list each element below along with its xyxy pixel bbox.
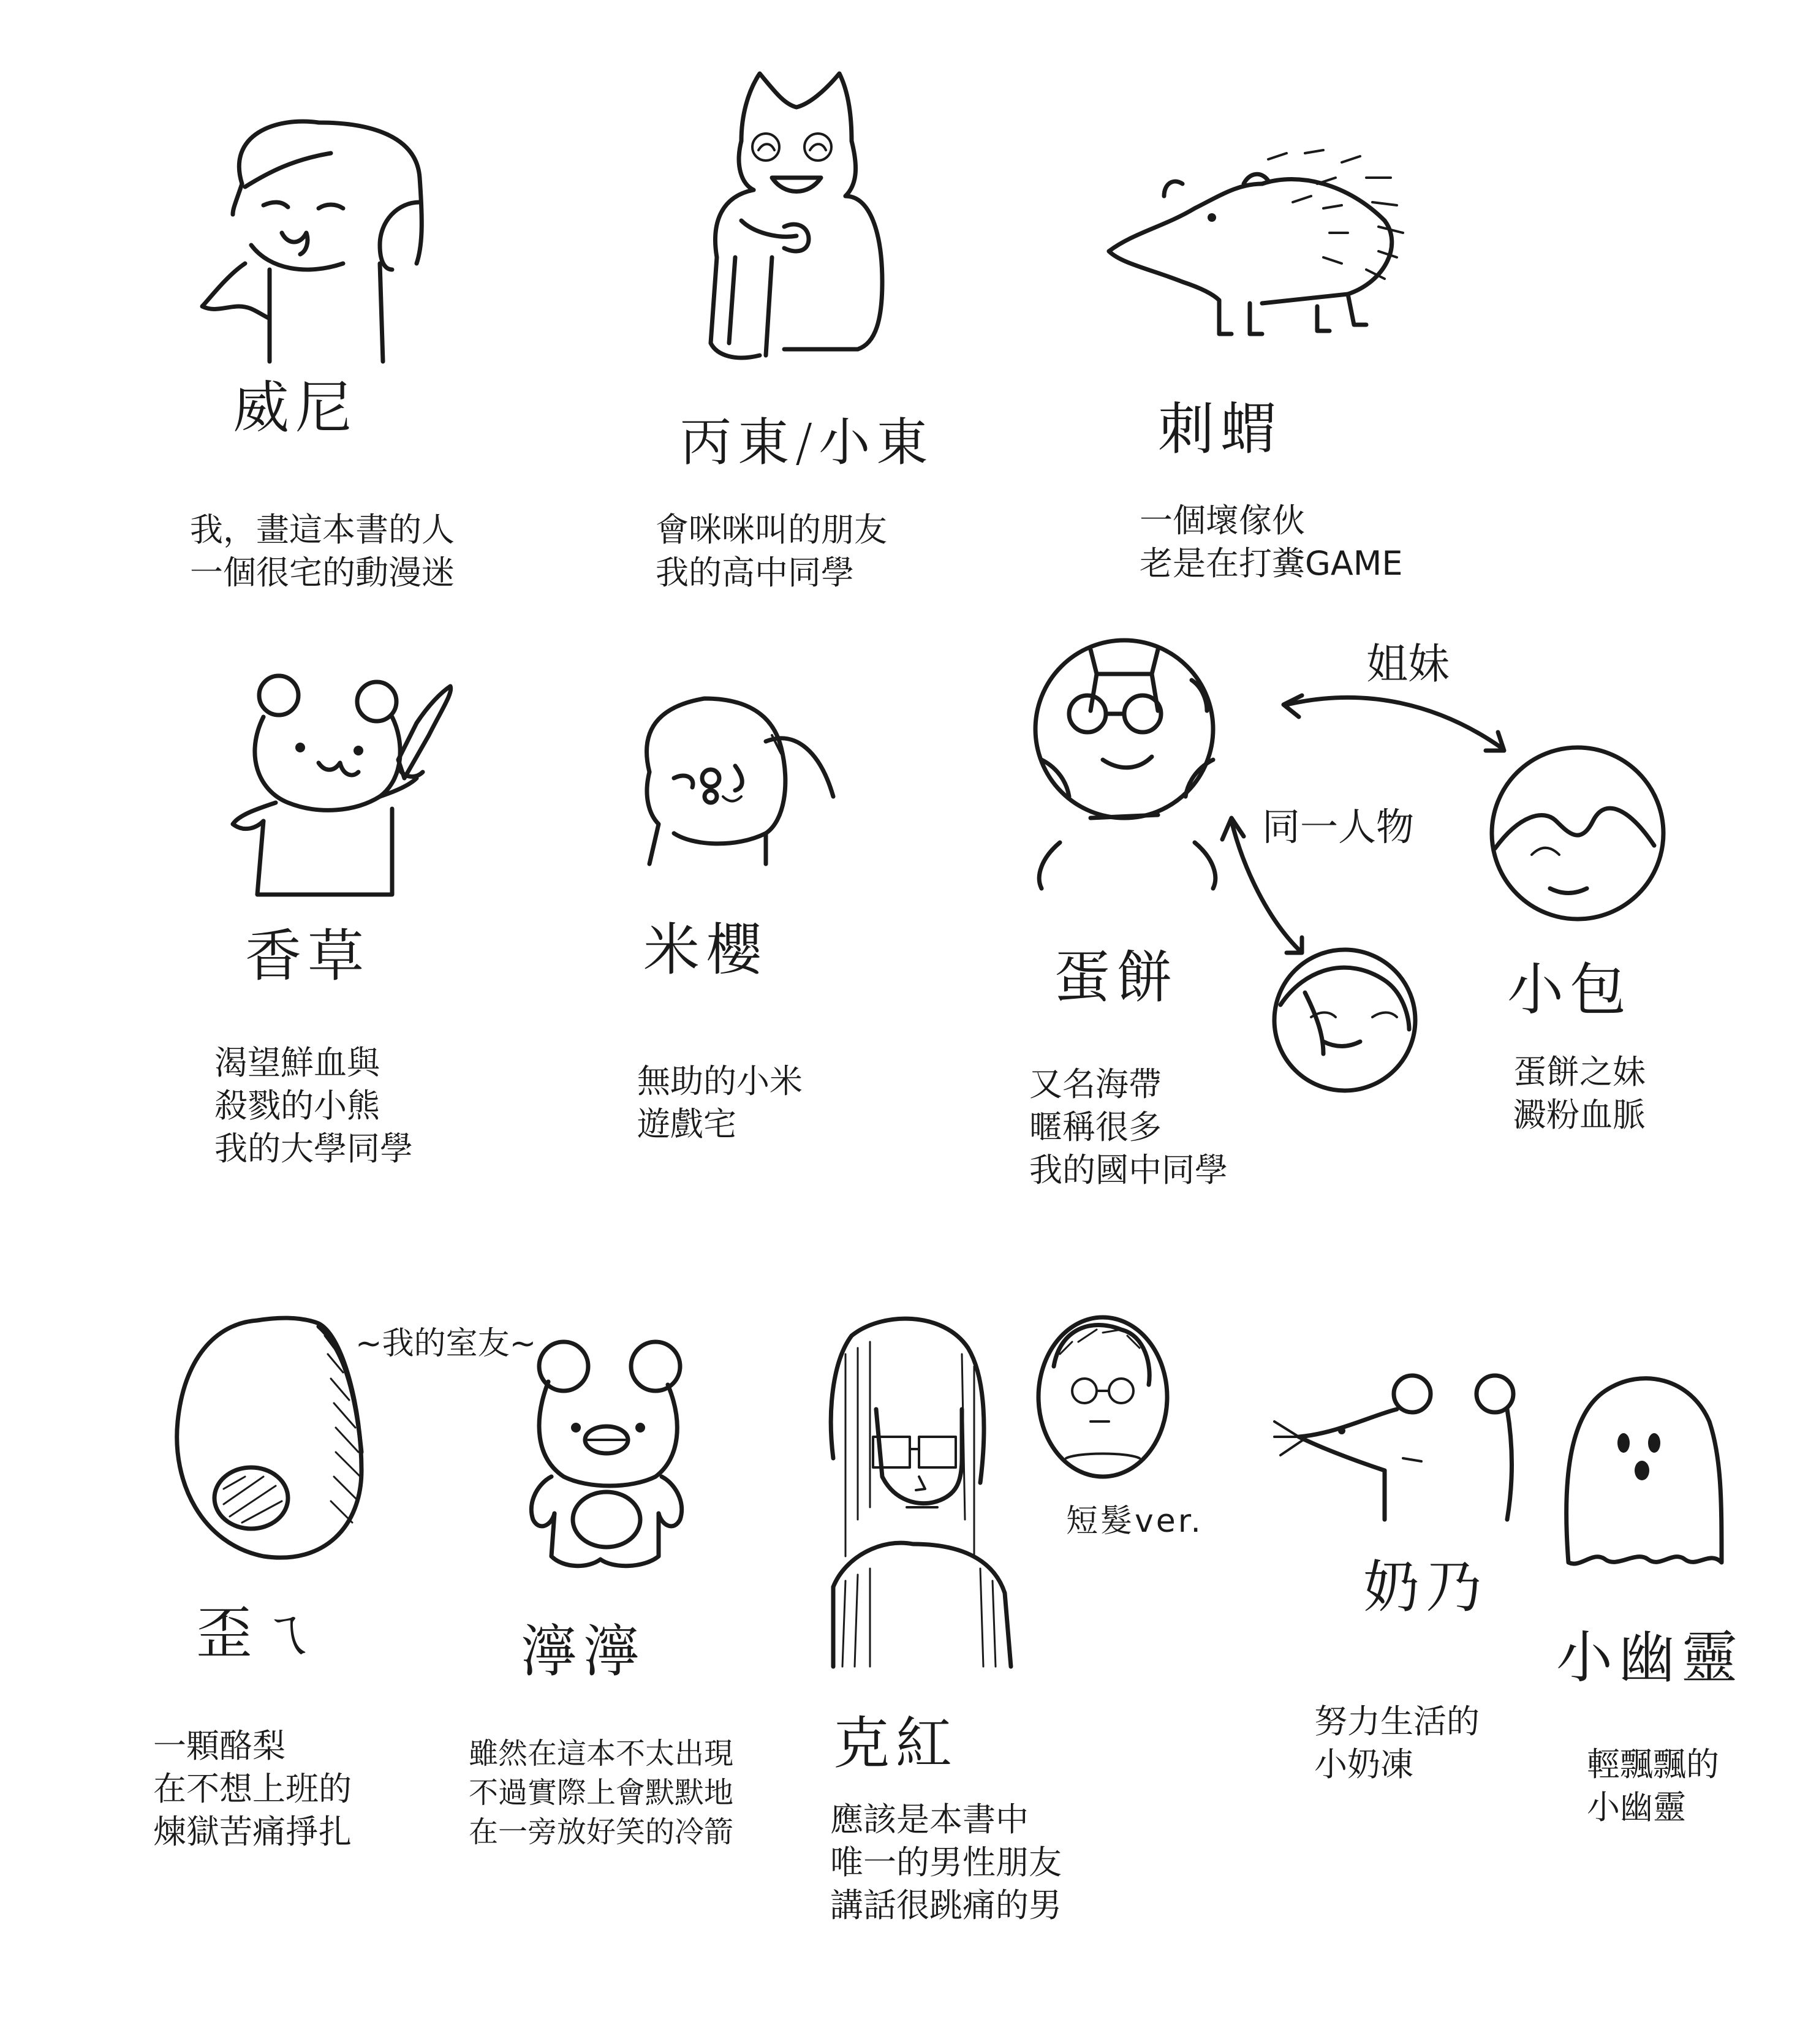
danbing-name: 蛋餅 [1054, 945, 1179, 1010]
description-line: 又名海帶 [1029, 1065, 1162, 1103]
description-line: 老是在打糞GAME [1140, 544, 1403, 583]
weini-drawing [202, 121, 422, 361]
description-line: 應該是本書中 [830, 1800, 1029, 1839]
xiangcao-name: 香草 [245, 923, 371, 989]
description-line: 輕飄飄的 [1587, 1745, 1719, 1784]
waiqi-drawing [177, 1318, 361, 1558]
waiqi-name: 歪ㄟ [196, 1600, 322, 1666]
ciwei-drawing [1109, 150, 1403, 334]
roommate-note: ~我的室友~ [355, 1325, 537, 1362]
xiangcao-description [214, 1042, 413, 1170]
description-line: 小幽靈 [1587, 1788, 1686, 1826]
description-line: 無助的小米 [637, 1062, 803, 1100]
ciwei-description [1140, 499, 1403, 585]
description-line: 蛋餅之妹 [1513, 1053, 1646, 1091]
description-line: 渴望鮮血與 [214, 1043, 380, 1082]
description-line: 我的國中同學 [1029, 1151, 1228, 1189]
description-line: 努力生活的 [1314, 1702, 1480, 1741]
nai-description [1314, 1700, 1480, 1786]
ningning-description [469, 1734, 733, 1852]
description-line: 煉獄苦痛掙扎 [153, 1812, 352, 1851]
sisters-note: 姐妹 [1366, 640, 1450, 689]
ghost-description [1587, 1743, 1719, 1829]
description-line: 會咪咪叫的朋友 [656, 510, 887, 549]
description-line: 雖然在這本不太出現 [469, 1736, 734, 1771]
bingdong-drawing [711, 74, 882, 358]
short-hair-note: 短髮ver. [1066, 1503, 1203, 1540]
danbing-drawing [1035, 640, 1216, 888]
description-line: 我，畫這本書的人 [190, 510, 455, 549]
weini-name: 威尼 [233, 375, 358, 441]
description-line: 在一旁放好笑的冷箭 [469, 1815, 734, 1849]
description-line: 小奶凍 [1314, 1745, 1413, 1784]
danbing-small-face-drawing [1274, 950, 1415, 1091]
nai-name: 奶乃 [1363, 1554, 1489, 1620]
ningning-drawing [531, 1342, 681, 1566]
description-line: 不過實際上會默默地 [469, 1776, 734, 1810]
kehong-short-hair-drawing [1038, 1317, 1167, 1477]
description-line: 講話很跳痛的男 [830, 1886, 1062, 1925]
kehong-description [830, 1798, 1062, 1927]
ningning-name: 濘濘 [521, 1619, 646, 1684]
xiaobao-drawing [1492, 748, 1663, 919]
waiqi-description [153, 1725, 352, 1853]
miying-drawing [647, 698, 833, 864]
kehong-name: 克紅 [833, 1711, 959, 1776]
description-line: 遊戲宅 [637, 1105, 736, 1143]
description-line: 澱粉血脈 [1513, 1096, 1646, 1134]
ciwei-name: 刺蝟 [1158, 396, 1284, 462]
kehong-drawing [831, 1319, 1011, 1667]
ghost-name: 小幽靈 [1556, 1625, 1744, 1690]
xiangcao-drawing [233, 676, 451, 895]
description-line: 一個壞傢伙 [1140, 501, 1305, 540]
nai-drawing [1274, 1376, 1513, 1520]
danbing-description [1029, 1063, 1228, 1192]
description-line: 唯一的男性朋友 [830, 1843, 1062, 1882]
xiaobao-description [1513, 1051, 1646, 1137]
description-line: 暱稱很多 [1029, 1108, 1162, 1146]
description-line: 一顆酪梨 [153, 1727, 286, 1765]
xiaobao-name: 小包 [1507, 957, 1633, 1023]
weini-description [190, 509, 455, 594]
ghost-drawing [1567, 1379, 1722, 1564]
same-person-note: 同一人物 [1262, 804, 1415, 849]
miying-name: 米櫻 [643, 917, 769, 983]
bingdong-description [656, 509, 887, 594]
description-line: 我的大學同學 [214, 1129, 413, 1168]
description-line: 我的高中同學 [656, 553, 854, 592]
bingdong-name: 丙東/小東 [680, 412, 934, 472]
description-line: 殺戮的小熊 [214, 1086, 380, 1125]
miying-description [637, 1060, 803, 1146]
description-line: 一個很宅的動漫迷 [190, 553, 455, 592]
description-line: 在不想上班的 [153, 1770, 352, 1808]
